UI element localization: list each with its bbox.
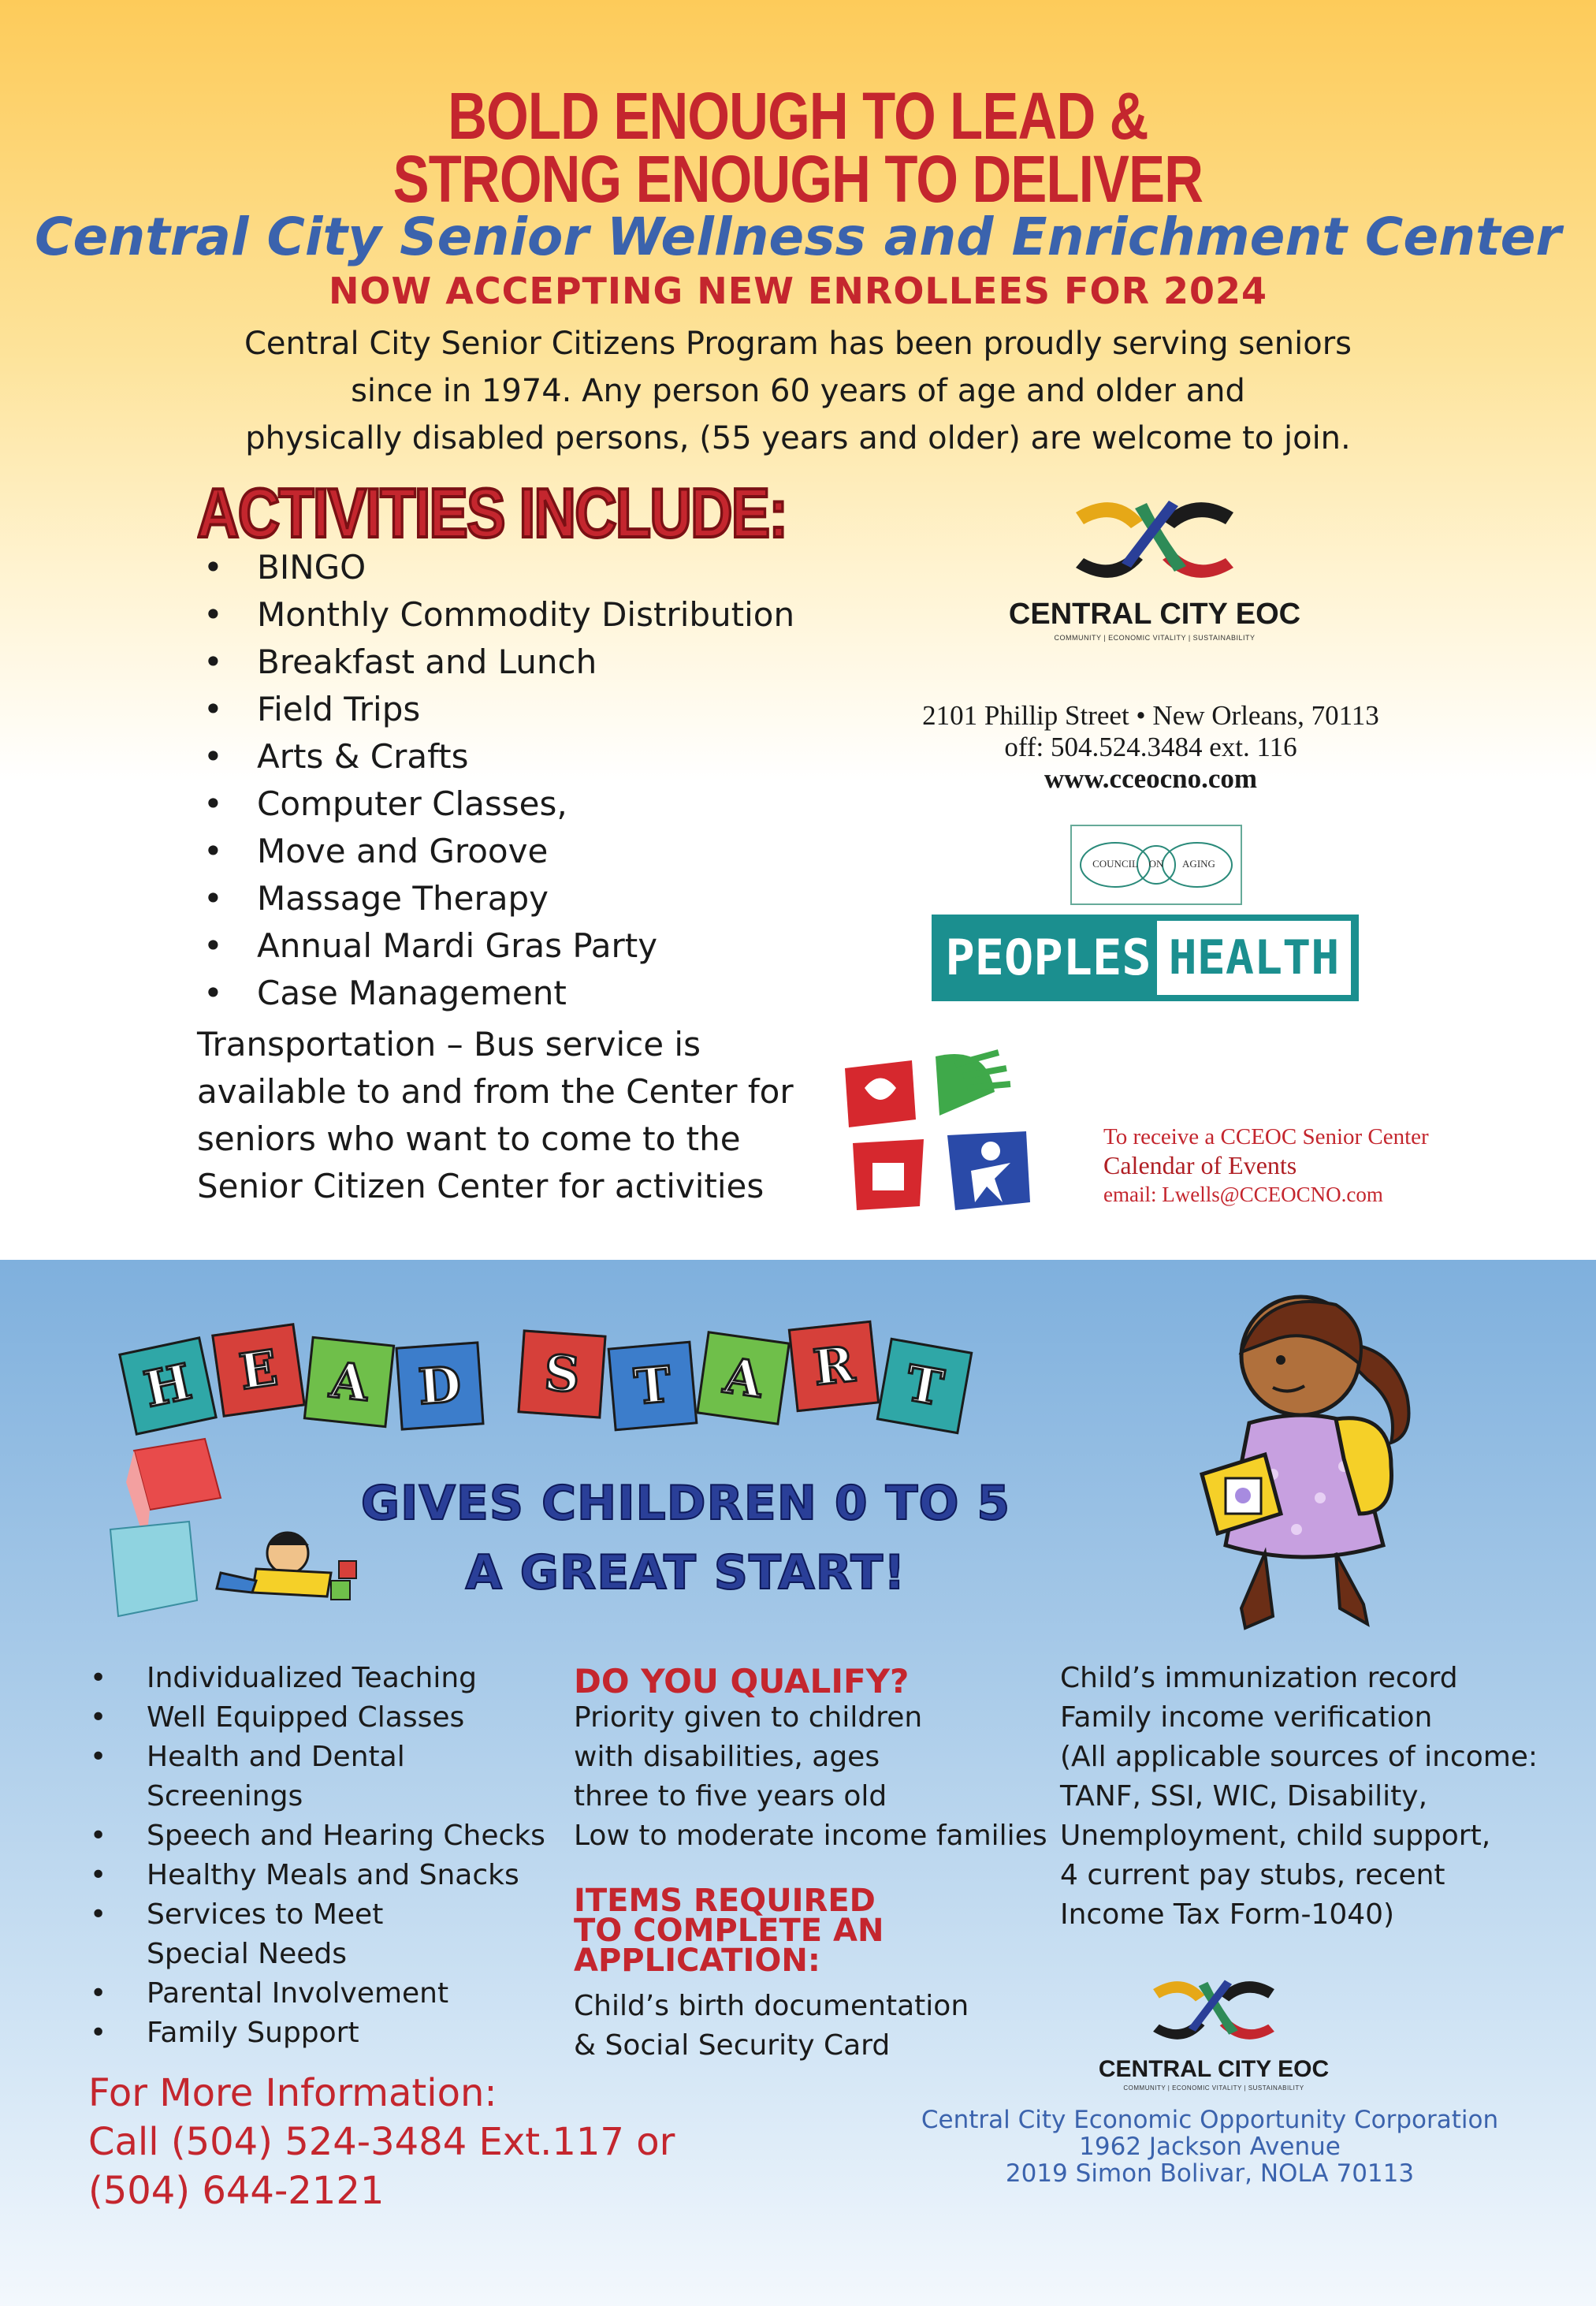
more-info-title: For More Information: [88, 2071, 497, 2115]
requirements-text [1060, 1659, 1538, 1935]
items-title-line: ITEMS REQUIRED [574, 1883, 876, 1919]
headstart-blocks-logo [118, 1309, 1064, 1451]
list-item: • Family Support [87, 2014, 545, 2053]
list-item: • Arts & Crafts [197, 733, 794, 780]
list-item [87, 1935, 545, 1974]
activities-title: ACTIVITIES INCLUDE: [197, 474, 787, 552]
intro-line: since in 1974. Any person 60 years of age and older and [351, 373, 1245, 409]
calendar-email[interactable]: email: Lwells@CCEOCNO.com [1103, 1183, 1383, 1206]
requirements-line: 4 current pay stubs, recent [1060, 1859, 1445, 1891]
transport-text [197, 1021, 812, 1210]
eoc-name: CENTRAL CITY EOC [1008, 598, 1301, 631]
peoples-health-logo [932, 915, 1359, 1001]
requirements-line: Income Tax Form-1040) [1060, 1898, 1395, 1931]
letter-block [118, 1336, 218, 1436]
requirements-line: Unemployment, child support, [1060, 1820, 1491, 1852]
list-item: • Monthly Commodity Distribution [197, 591, 794, 639]
eoc-logo-icon [1139, 1971, 1289, 2050]
qualify-line: with disabilities, ages [574, 1741, 880, 1773]
block-letter: T [902, 1354, 948, 1418]
list-item: • Parental Involvement [87, 1974, 545, 2014]
list-item: • Computer Classes, [197, 780, 794, 828]
letter-block [876, 1338, 973, 1435]
block-letter: A [327, 1350, 371, 1413]
council-word: COUNCIL [1092, 858, 1138, 870]
activities-list [197, 544, 794, 1017]
headstart-tagline2: A GREAT START! [465, 1545, 906, 1600]
qualify-text [574, 1698, 1047, 1856]
list-item: • Massage Therapy [197, 875, 794, 922]
headline-line2: STRONG ENOUGH TO DELIVER [392, 142, 1204, 216]
list-item: • Healthy Meals and Snacks [87, 1856, 545, 1895]
block-letter: D [416, 1355, 463, 1416]
qualify-line: three to five years old [574, 1780, 887, 1812]
eoc-address: 2101 Phillip Street • New Orleans, 70113 [922, 700, 1379, 731]
headstart-benefits-list [87, 1659, 545, 2053]
list-item-continuation: Special Needs [147, 1938, 347, 1970]
eoc-logo-icon [1060, 489, 1249, 591]
letter-block [696, 1331, 791, 1425]
more-info-phone[interactable]: Call (504) 524-3484 Ext.117 or [88, 2120, 675, 2164]
center-name: Central City Senior Wellness and Enrichment Center [35, 207, 1561, 267]
requirements-line: (All applicable sources of income: [1060, 1741, 1538, 1773]
block-letter: S [542, 1343, 582, 1404]
council-word: ON [1148, 858, 1164, 870]
block-letter: H [139, 1352, 197, 1419]
list-item: • Annual Mardi Gras Party [197, 922, 794, 970]
items-title [574, 1883, 884, 1979]
letter-block [303, 1336, 395, 1428]
items-line: & Social Security Card [574, 2029, 891, 2062]
items-line: Child’s birth documentation [574, 1990, 969, 2022]
requirements-line: Child’s immunization record [1060, 1662, 1458, 1694]
requirements-line: Family income verification [1060, 1701, 1433, 1734]
enroll-banner: NOW ACCEPTING NEW ENROLLEES FOR 2024 [328, 270, 1268, 312]
list-item: • Breakfast and Lunch [197, 639, 794, 686]
letter-block [517, 1329, 606, 1418]
requirements-line: TANF, SSI, WIC, Disability, [1060, 1780, 1428, 1812]
peoples-word: PEOPLES [945, 929, 1151, 986]
transport-line: available to and from the Center for [197, 1072, 794, 1111]
intro-text [0, 320, 1596, 462]
community-icon [837, 1045, 1058, 1222]
intro-line: Central City Senior Citizens Program has been proudly serving seniors [244, 326, 1352, 362]
list-item: • Individualized Teaching [87, 1659, 545, 1698]
corp-address2: 2019 Simon Bolivar, NOLA 70113 [1005, 2159, 1415, 2188]
qualify-line: Low to moderate income families [574, 1820, 1047, 1852]
intro-line: physically disabled persons, (55 years and older) are welcome to join. [245, 420, 1351, 456]
eoc-name: CENTRAL CITY EOC [1098, 2056, 1330, 2082]
eoc-tagline: COMMUNITY | ECONOMIC VITALITY | SUSTAINABILITY [1054, 634, 1256, 642]
list-item: • Health and Dental [87, 1738, 545, 1777]
health-word: HEALTH [1157, 921, 1351, 995]
block-letter: R [810, 1335, 858, 1397]
transport-line: Transportation – Bus service is [197, 1025, 701, 1064]
more-info [88, 2069, 675, 2215]
list-item [87, 1777, 545, 1816]
calendar-line1: To receive a CCEOC Senior Center [1103, 1124, 1429, 1149]
eoc-website: www.cceocno.com [1044, 763, 1258, 794]
eoc-tagline: COMMUNITY | ECONOMIC VITALITY | SUSTAINABILITY [1123, 2084, 1304, 2092]
girl-with-backpack-icon [1155, 1277, 1438, 1648]
headline-line1: BOLD ENOUGH TO LEAD & [448, 79, 1148, 153]
council-on-aging-logo [1070, 825, 1242, 905]
letter-block [608, 1341, 698, 1432]
more-info-phone[interactable]: (504) 644-2121 [88, 2169, 385, 2213]
council-word: AGING [1182, 858, 1215, 870]
corp-address1: 1962 Jackson Avenue [1079, 2133, 1341, 2161]
block-letter: A [720, 1347, 766, 1409]
headstart-tagline1: GIVES CHILDREN 0 TO 5 [360, 1476, 1011, 1531]
block-letter: T [631, 1355, 674, 1416]
list-item-continuation: Screenings [147, 1780, 303, 1812]
items-title-line: TO COMPLETE AN [574, 1913, 884, 1949]
qualify-line: Priority given to children [574, 1701, 923, 1734]
qualify-title: DO YOU QUALIFY? [574, 1662, 910, 1701]
list-item: • Move and Groove [197, 828, 794, 875]
list-item: • Case Management [197, 970, 794, 1017]
letter-block [211, 1323, 306, 1418]
eoc-phone: off: 504.524.3484 ext. 116 [1004, 732, 1297, 762]
list-item: • Well Equipped Classes [87, 1698, 545, 1738]
stacked-blocks-icon [102, 1435, 363, 1640]
list-item: • Field Trips [197, 686, 794, 733]
list-item: • Speech and Hearing Checks [87, 1816, 545, 1856]
block-letter: E [236, 1339, 281, 1401]
corp-name: Central City Economic Opportunity Corporation [921, 2106, 1499, 2134]
items-title-line: APPLICATION: [574, 1943, 820, 1979]
calendar-line2: Calendar of Events [1103, 1151, 1297, 1179]
letter-block [395, 1341, 484, 1430]
transport-line: Senior Citizen Center for activities [197, 1167, 765, 1205]
letter-block [788, 1321, 880, 1412]
items-text [574, 1987, 969, 2066]
transport-line: seniors who want to come to the [197, 1119, 741, 1158]
list-item: • BINGO [197, 544, 794, 591]
list-item: • Services to Meet [87, 1895, 545, 1935]
